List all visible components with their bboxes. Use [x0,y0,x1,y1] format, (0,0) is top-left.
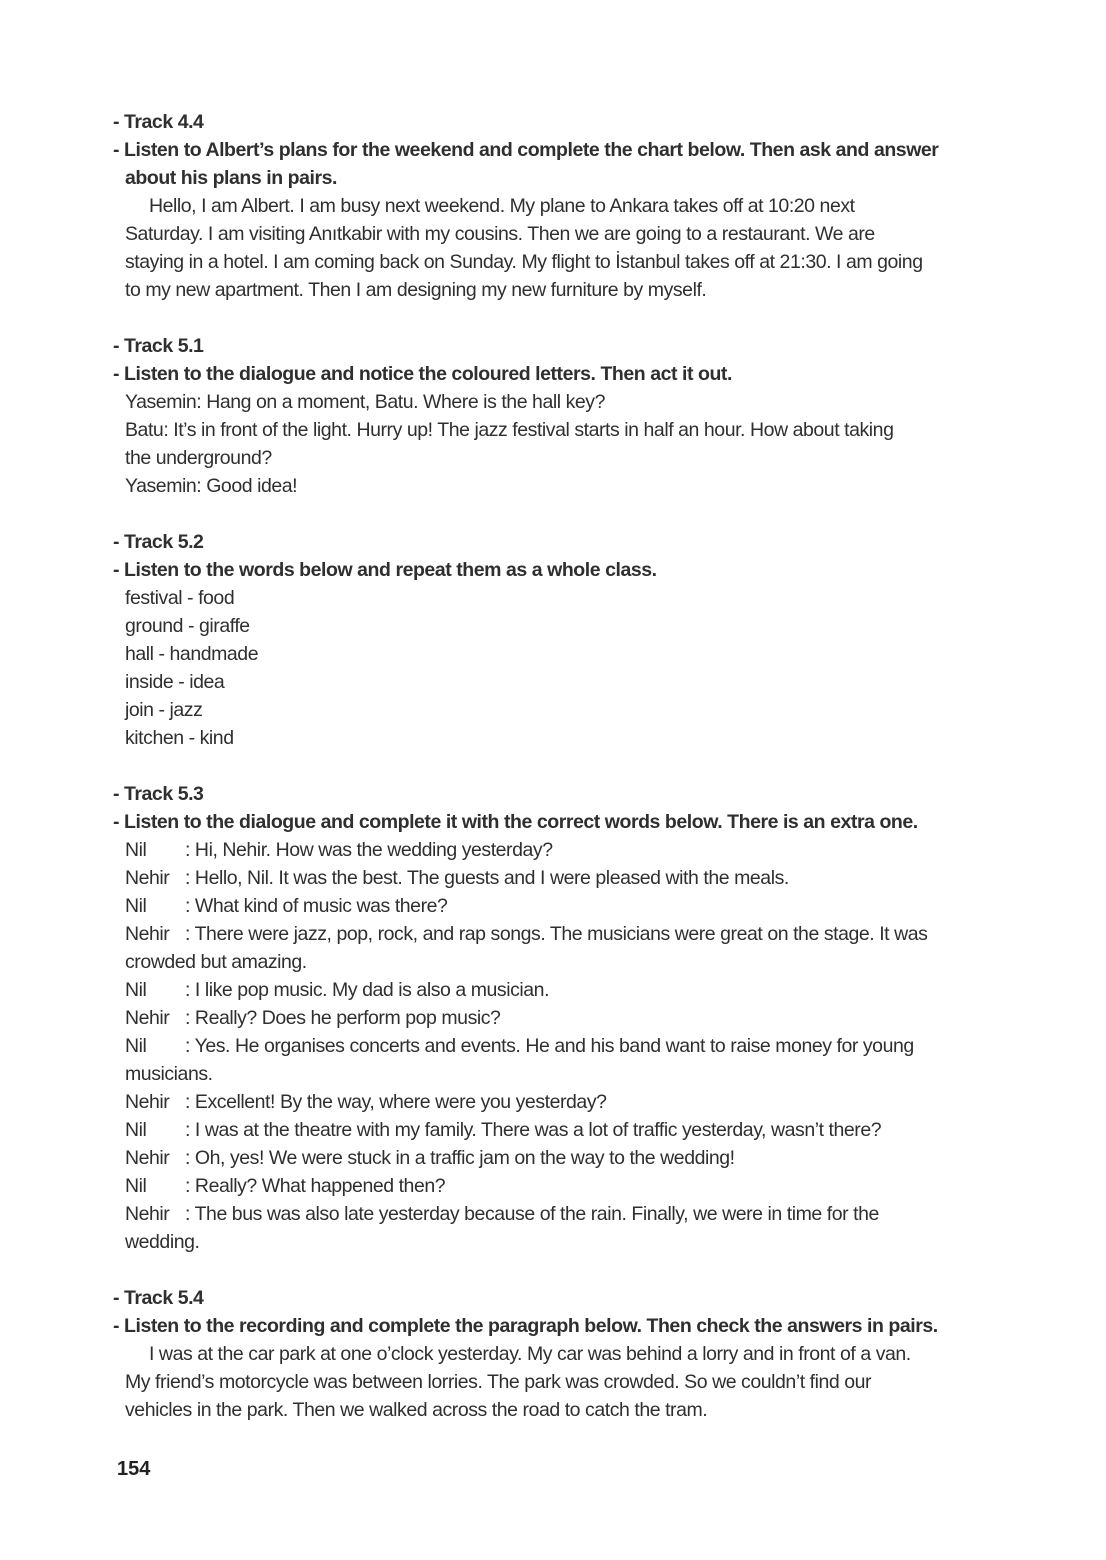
passage-line: to my new apartment. Then I am designing my new furniture by myself. [125,279,707,301]
passage-line: My friend’s motorcycle was between lorries. The park was crowded. So we couldn’t find our [125,1371,872,1393]
track-5-2-section [113,528,1013,752]
dialogue-line [113,892,1013,920]
speech: : The bus was also late yesterday because of the rain. Finally, we were in time for the [185,1203,879,1225]
passage-line: Saturday. I am visiting Anıtkabir with my cousins. Then we are going to a restaurant. We are [125,223,875,245]
dialogue-line [113,836,1013,864]
page-number: 154 [117,1458,151,1480]
instruction: - Listen to the recording and complete the paragraph below. Then check the answers in pairs. [113,1315,938,1337]
track-heading: - Track 5.4 [113,1287,204,1309]
dialogue-line: Batu: It’s in front of the light. Hurry up! The jazz festival starts in half an hour. How about taking [125,419,894,441]
spacer [113,1256,1013,1284]
speaker: Nil [125,1175,147,1197]
instruction: - Listen to the words below and repeat them as a whole class. [113,559,657,581]
speech: : Hi, Nehir. How was the wedding yesterday? [185,839,553,861]
word-pair: hall - handmade [125,643,259,665]
track-4-4-section [113,108,1013,304]
dialogue-line: the underground? [125,447,272,469]
word-pair: ground - giraffe [125,615,250,637]
track-5-1-section [113,332,1013,500]
speech: : Oh, yes! We were stuck in a traffic jam on the way to the wedding! [185,1147,735,1169]
speaker: Nehir [125,1007,170,1029]
dialogue-line: Yasemin: Good idea! [125,475,298,497]
track-heading: - Track 4.4 [113,111,204,133]
speech: : Hello, Nil. It was the best. The guests and I were pleased with the meals. [185,867,789,889]
dialogue-line: Yasemin: Hang on a moment, Batu. Where is the hall key? [125,391,605,413]
content [113,108,1013,1424]
speaker: Nil [125,1119,147,1141]
speech: : What kind of music was there? [185,895,448,917]
dialogue-line [113,1116,1013,1144]
track-5-3-section [113,780,1013,1256]
dialogue-line [113,1032,1013,1060]
track-5-4-section [113,1284,1013,1424]
word-pair: inside - idea [125,671,225,693]
speaker: Nil [125,979,147,1001]
dialogue-line [113,976,1013,1004]
track-heading: - Track 5.3 [113,783,204,805]
passage-line: vehicles in the park. Then we walked across the road to catch the tram. [125,1399,708,1421]
speaker: Nehir [125,1091,170,1113]
speech: : Excellent! By the way, where were you yesterday? [185,1091,607,1113]
speaker: Nehir [125,1203,170,1225]
passage-line: I was at the car park at one o’clock yesterday. My car was behind a lorry and in front of a van. [149,1343,911,1365]
instruction: - Listen to Albert’s plans for the weekend and complete the chart below. Then ask and answer [113,139,939,161]
track-heading: - Track 5.2 [113,531,204,553]
speech-continued: wedding. [125,1231,200,1253]
dialogue-line [113,1200,1013,1228]
instruction-continued: about his plans in pairs. [125,167,337,189]
spacer [113,500,1013,528]
speech-continued: crowded but amazing. [125,951,307,973]
dialogue-line [113,1088,1013,1116]
instruction: - Listen to the dialogue and notice the coloured letters. Then act it out. [113,363,732,385]
word-pair: join - jazz [125,699,203,721]
dialogue-line [113,864,1013,892]
dialogue-line [113,1004,1013,1032]
speech-continued: musicians. [125,1063,213,1085]
dialogue-line [113,1172,1013,1200]
speech: : Really? Does he perform pop music? [185,1007,501,1029]
speech: : Yes. He organises concerts and events. He and his band want to raise money for young [185,1035,914,1057]
word-pair: kitchen - kind [125,727,234,749]
instruction: - Listen to the dialogue and complete it with the correct words below. There is an extra one. [113,811,918,833]
spacer [113,304,1013,332]
dialogue-line [113,1144,1013,1172]
spacer [113,752,1013,780]
dialogue-line [113,920,1013,948]
speaker: Nehir [125,923,170,945]
speech: : There were jazz, pop, rock, and rap songs. The musicians were great on the stage. It was [185,923,928,945]
speaker: Nehir [125,1147,170,1169]
speech: : I was at the theatre with my family. There was a lot of traffic yesterday, wasn’t there? [185,1119,882,1141]
track-heading: - Track 5.1 [113,335,204,357]
word-pair: festival - food [125,587,235,609]
speech: : Really? What happened then? [185,1175,446,1197]
speaker: Nehir [125,867,170,889]
passage-line: Hello, I am Albert. I am busy next weekend. My plane to Ankara takes off at 10:20 next [149,195,855,217]
speaker: Nil [125,1035,147,1057]
speaker: Nil [125,895,147,917]
speech: : I like pop music. My dad is also a musician. [185,979,550,1001]
passage-line: staying in a hotel. I am coming back on Sunday. My flight to İstanbul takes off at 21:30. I am going [125,251,923,273]
speaker: Nil [125,839,147,861]
